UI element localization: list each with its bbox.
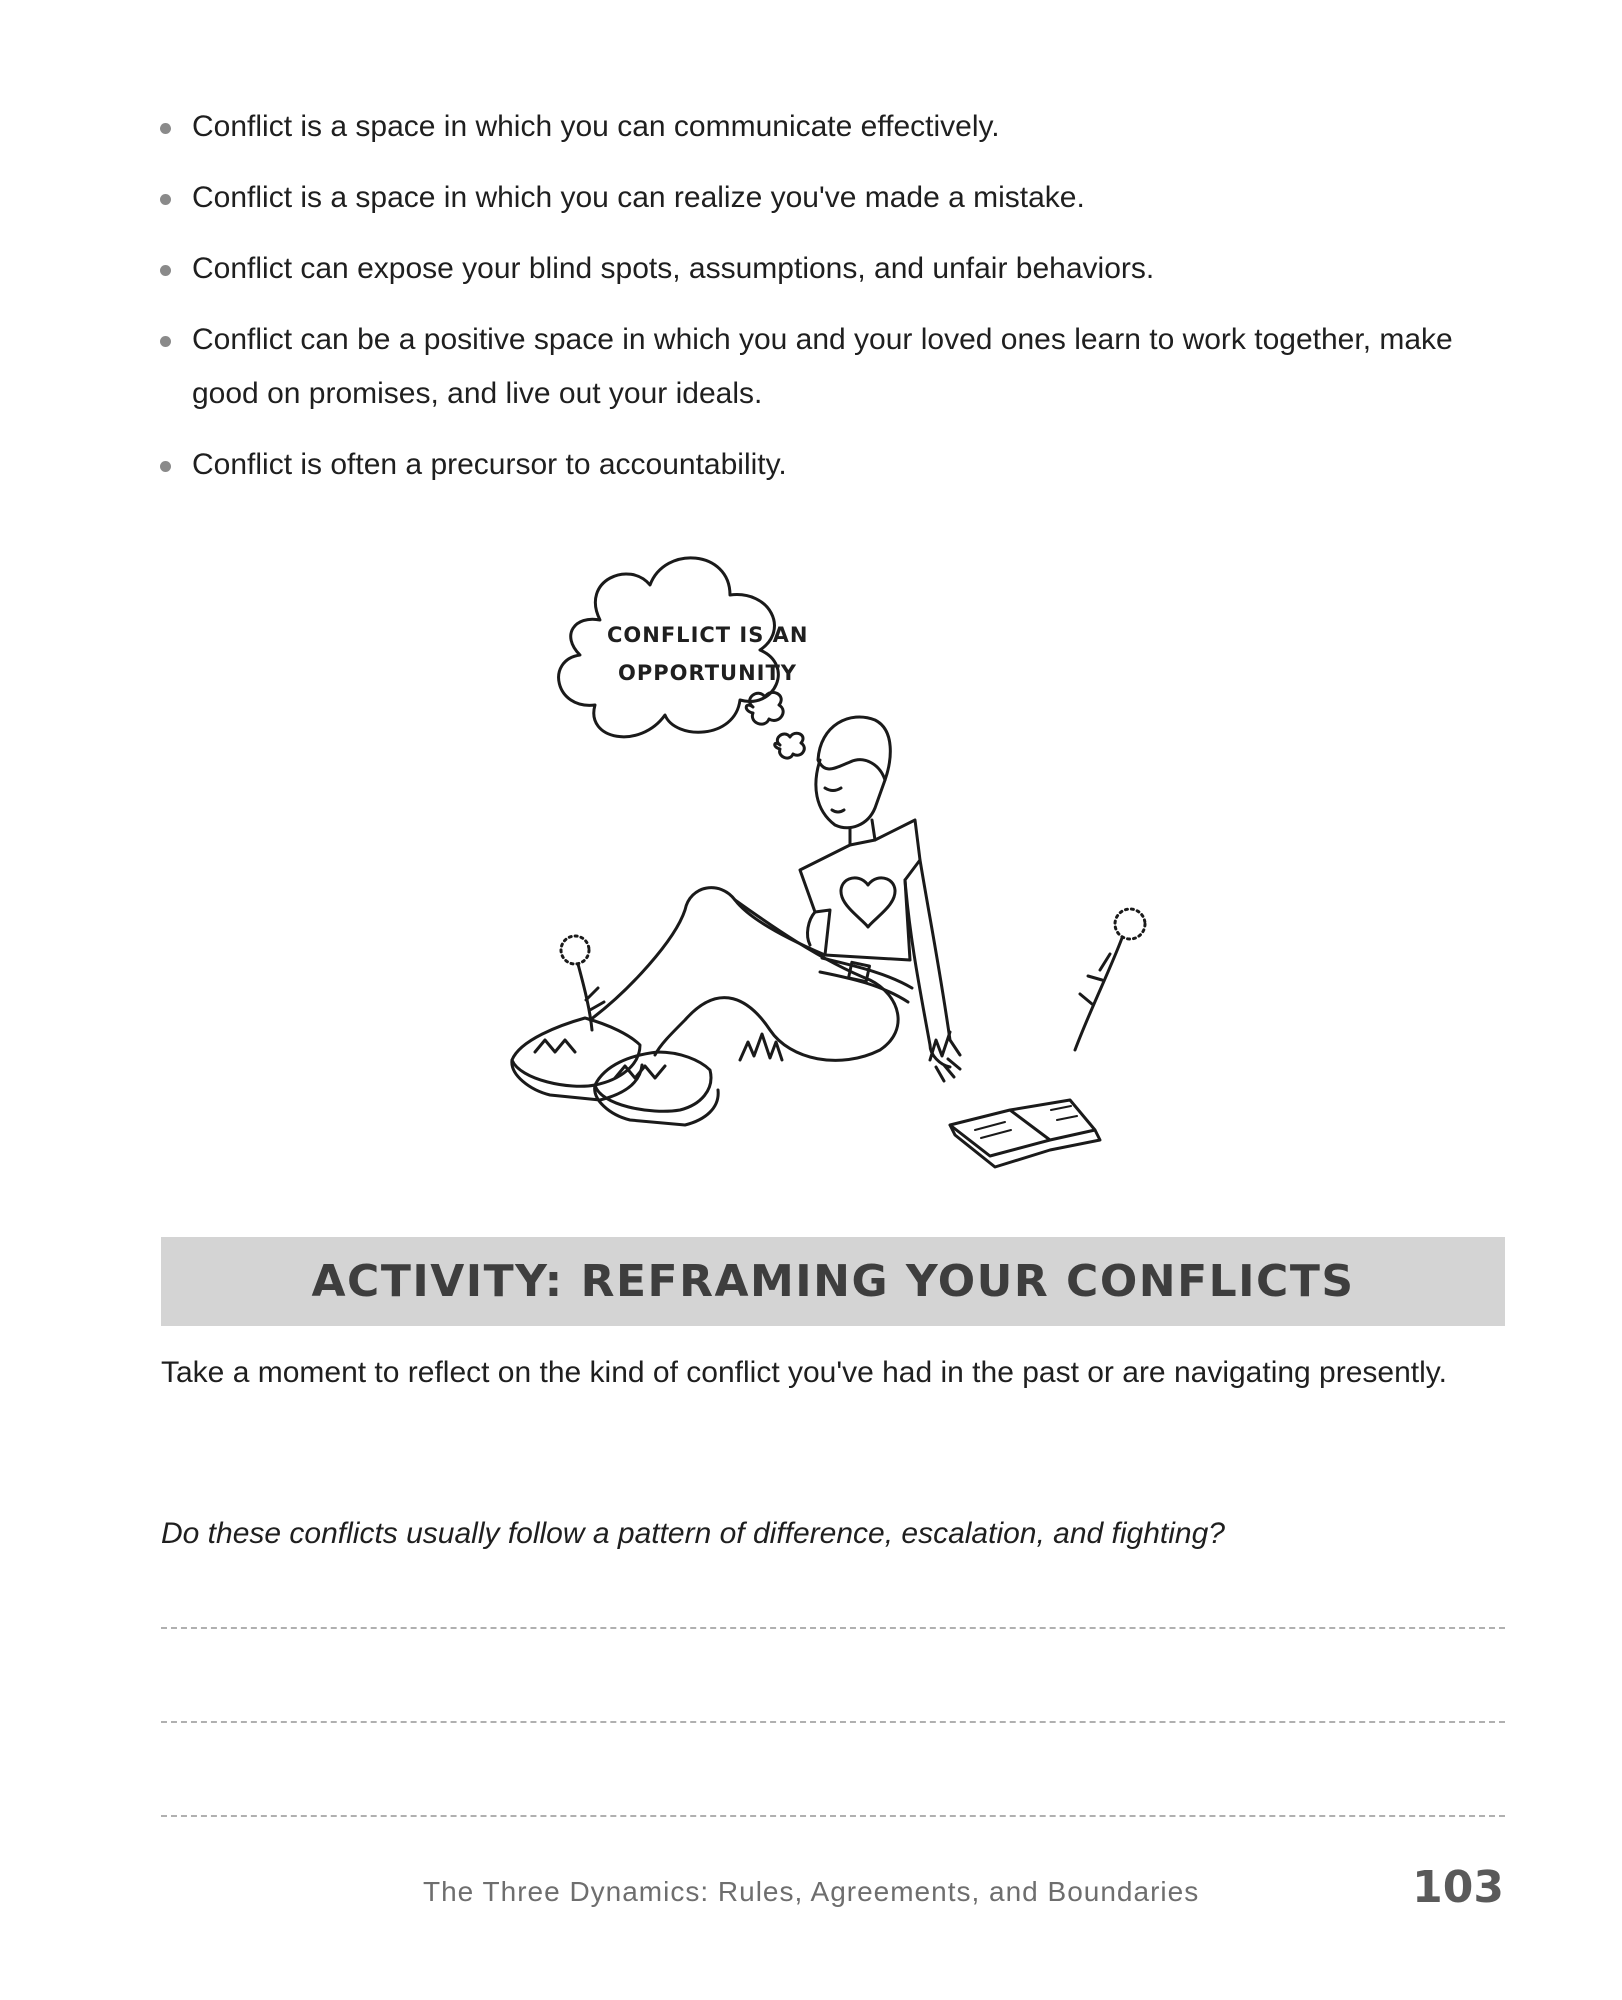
bullet-text: Conflict is a space in which you can communicate effectively.	[192, 110, 1000, 143]
chapter-title-footer: The Three Dynamics: Rules, Agreements, and Boundaries	[423, 1876, 1200, 1907]
activity-title: ACTIVITY: REFRAMING YOUR CONFLICTS	[311, 1256, 1355, 1307]
bullet-icon	[160, 461, 171, 472]
smile	[832, 810, 844, 812]
bullet-text: Conflict can be a positive space in which you and your loved ones learn to work together, make good on promises, and live out your ideals.	[192, 323, 1453, 410]
sitting-person-illustration	[490, 540, 1170, 1200]
arm	[808, 912, 815, 945]
shoe-sole	[512, 1060, 642, 1100]
bullet-icon	[160, 265, 171, 276]
answer-line[interactable]	[161, 1815, 1505, 1817]
book-icon	[950, 1100, 1100, 1167]
bullet-text: Conflict is a space in which you can realize you've made a mistake.	[192, 181, 1085, 214]
answer-line[interactable]	[161, 1721, 1505, 1723]
list-item	[160, 100, 1520, 154]
bullet-icon	[160, 336, 171, 347]
bullet-text: Conflict can expose your blind spots, assumptions, and unfair behaviors.	[192, 252, 1155, 285]
thought-text-line-2: OPPORTUNITY	[618, 661, 798, 685]
thought-cloud	[559, 558, 779, 737]
activity-header	[161, 1237, 1505, 1326]
shoe	[595, 1052, 711, 1111]
head	[816, 760, 885, 828]
list-item	[160, 242, 1520, 296]
closed-eye	[825, 788, 841, 791]
list-item	[160, 313, 1520, 421]
bullet-list	[160, 100, 1520, 509]
small-thought-bubble	[775, 733, 805, 758]
list-item	[160, 438, 1520, 492]
thought-text-line-1: CONFLICT IS AN	[607, 623, 809, 647]
answer-line[interactable]	[161, 1627, 1505, 1629]
heart-icon	[841, 878, 895, 927]
shoe-sole	[595, 1085, 719, 1125]
bullet-icon	[160, 123, 171, 134]
shirt	[800, 820, 920, 960]
dandelion	[561, 936, 589, 964]
shoe-pattern	[535, 1040, 665, 1078]
list-item	[160, 171, 1520, 225]
hair	[818, 717, 890, 780]
arm	[905, 860, 960, 1055]
page-number: 103	[1412, 1862, 1504, 1913]
activity-intro: Take a moment to reflect on the kind of conflict you've had in the past or are navigating presently.	[161, 1356, 1447, 1389]
activity-question: Do these conflicts usually follow a pattern of difference, escalation, and fighting?	[161, 1517, 1225, 1550]
dandelion-stem	[1075, 938, 1122, 1050]
small-thought-bubble	[746, 692, 783, 724]
dandelion	[1115, 909, 1145, 939]
bullet-icon	[160, 194, 171, 205]
bullet-text: Conflict is often a precursor to accountability.	[192, 448, 787, 481]
